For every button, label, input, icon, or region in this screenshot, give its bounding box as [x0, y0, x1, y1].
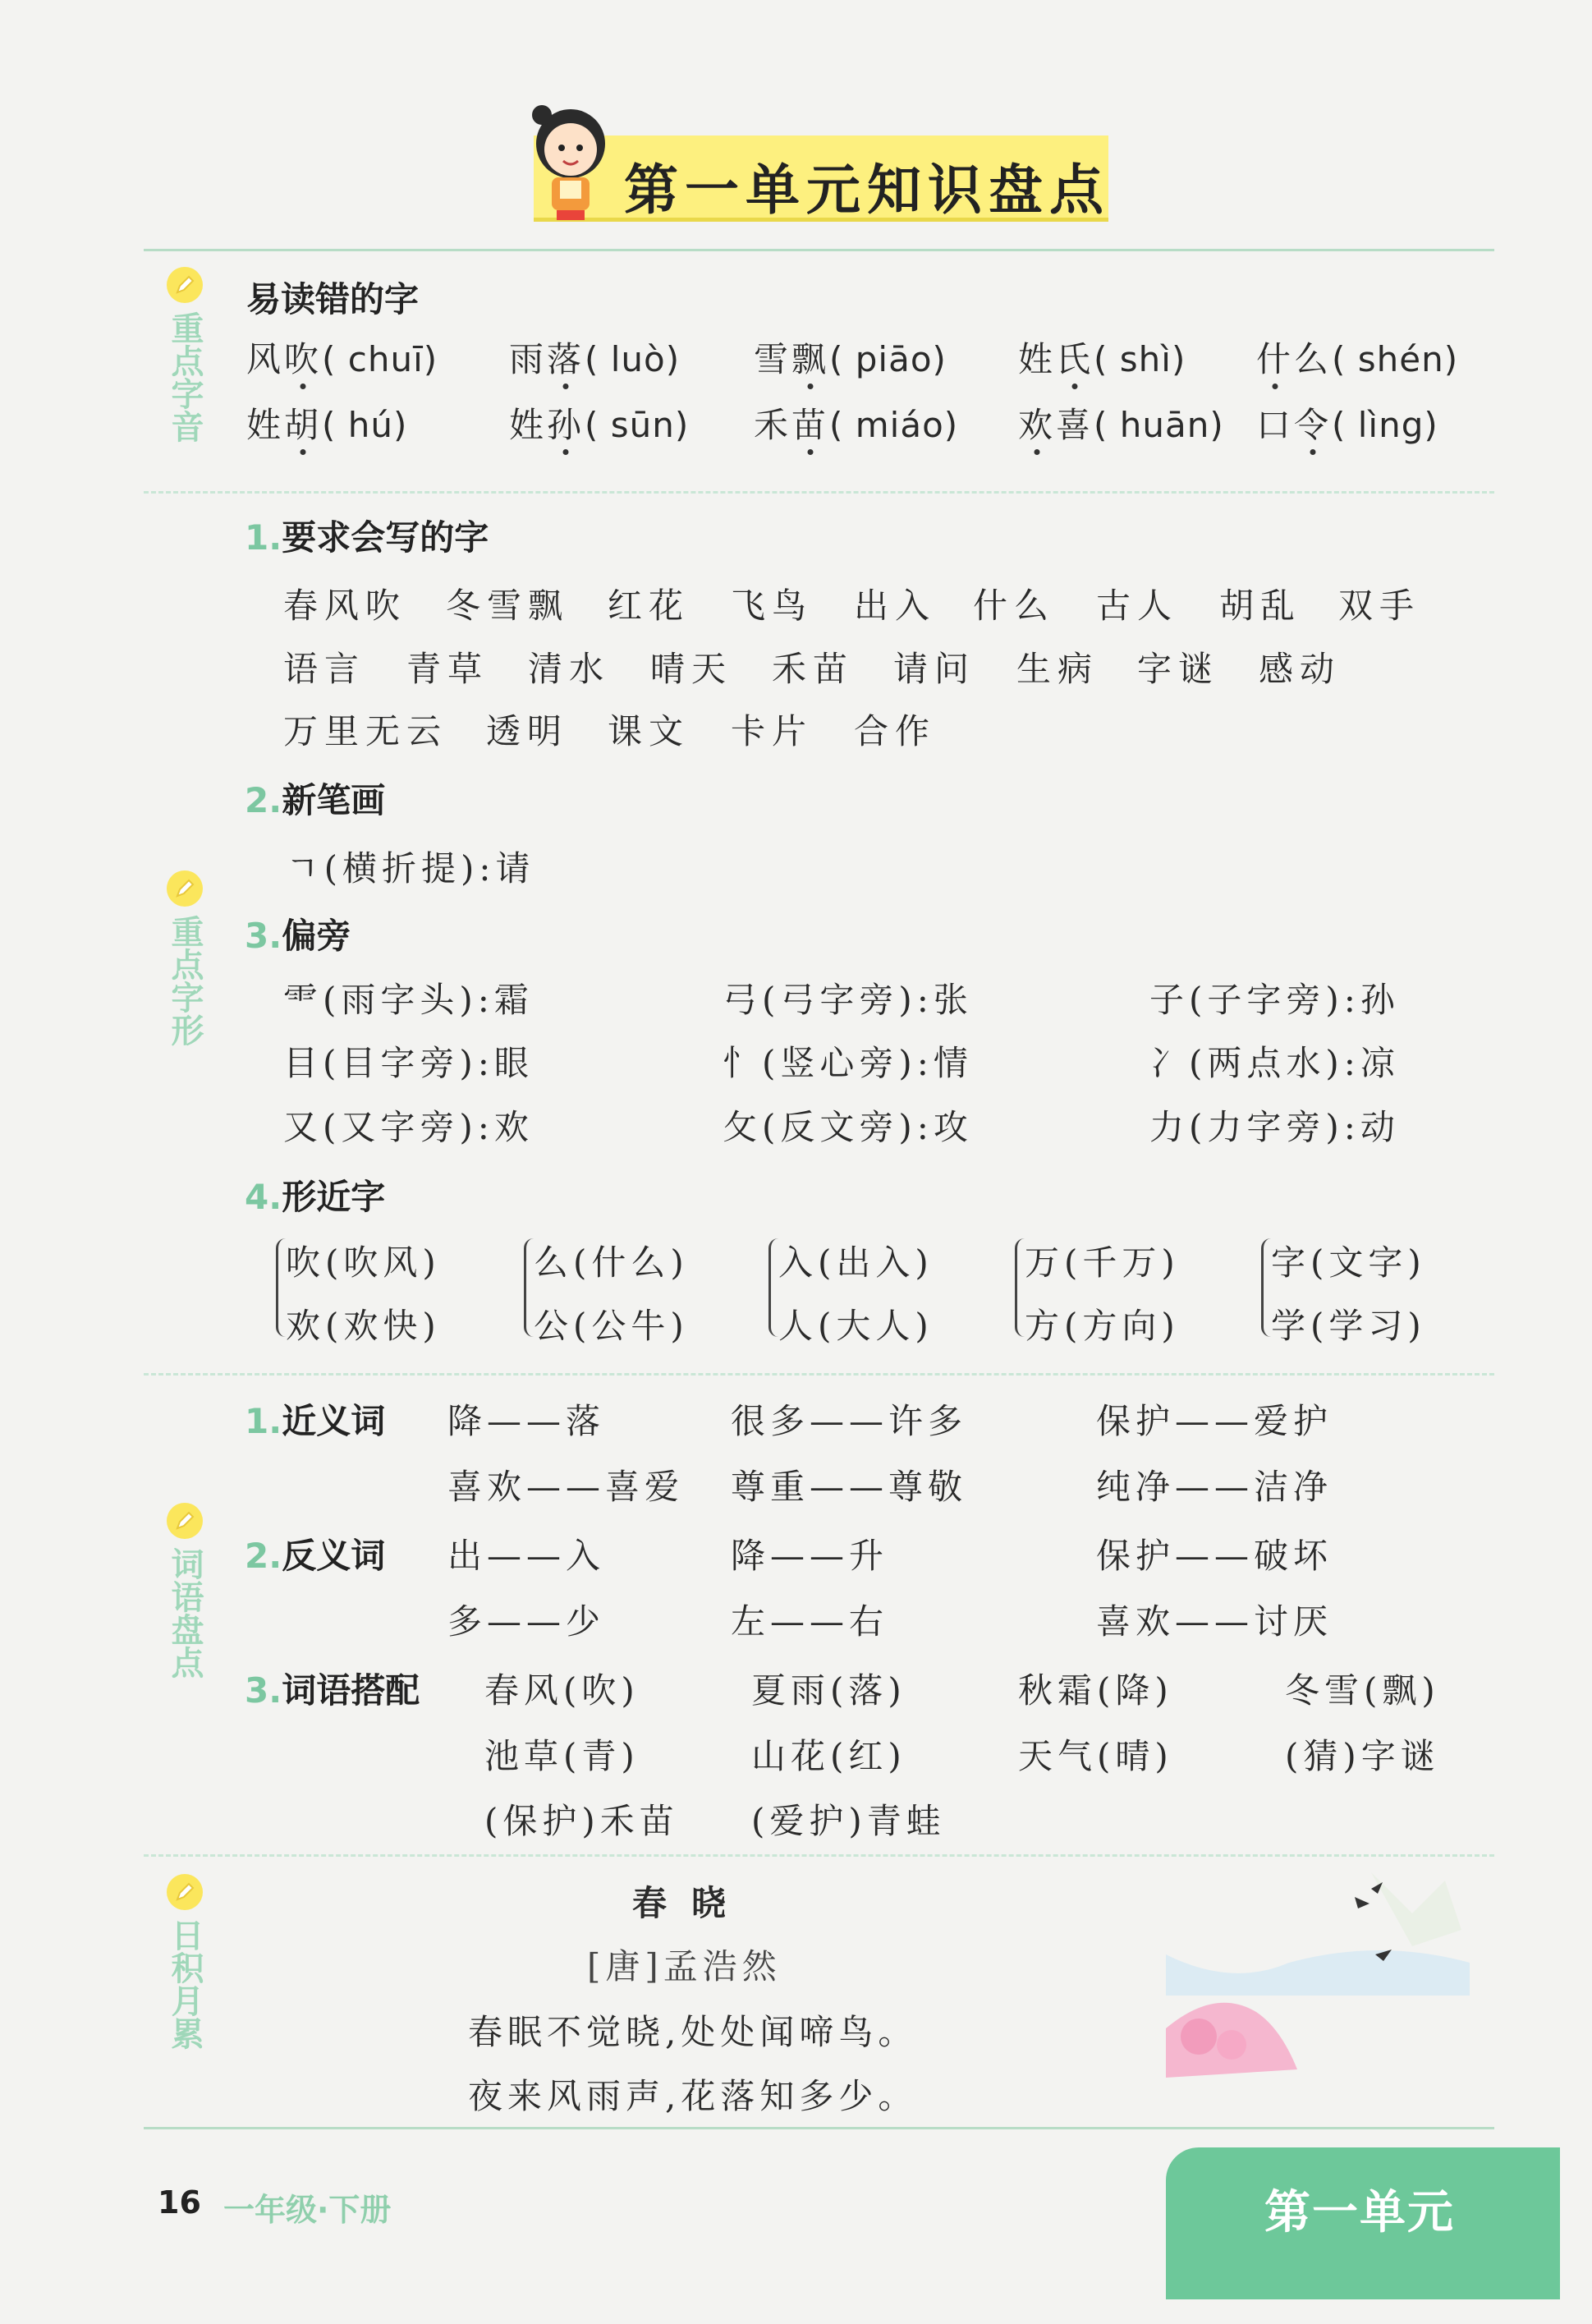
pencil-icon	[167, 1874, 203, 1910]
radical-item: 子(子字旁):孙	[1149, 980, 1400, 1020]
word-collocation: 池草(青)	[484, 1736, 640, 1776]
pencil-icon	[167, 267, 203, 303]
word-collocation: 冬雪(飘)	[1285, 1670, 1440, 1711]
writing-heading-4: 4.形近字	[245, 1177, 386, 1217]
character-word: 姓氏	[1018, 339, 1094, 379]
word-pair: 尊重——尊敬	[731, 1467, 968, 1507]
divider	[144, 249, 1494, 251]
radical-item: 弓(弓字旁):张	[723, 980, 973, 1020]
character-word: 禾苗	[754, 405, 830, 445]
word-pair: 保护——爱护	[1096, 1401, 1333, 1441]
collocation-heading: 3.词语搭配	[245, 1670, 420, 1711]
pencil-icon	[167, 1503, 203, 1539]
word-pair: 降——落	[447, 1401, 606, 1441]
section-label-writing: 重点字形	[156, 870, 213, 1046]
character-word: 什么	[1256, 339, 1333, 379]
spring-scene-illustration	[1166, 1864, 1470, 2078]
word-pair: 多——少	[447, 1601, 606, 1642]
write-word: 什么	[973, 586, 1056, 626]
poem-title: 春晓	[632, 1883, 751, 1923]
pronunciation-item	[246, 333, 438, 382]
write-word: 红花	[608, 586, 690, 626]
character-word: 雪飘	[754, 339, 830, 379]
word-pair: 纯净——洁净	[1096, 1467, 1333, 1507]
word-collocation: 秋霜(降)	[1018, 1670, 1173, 1711]
write-word: 请问	[893, 649, 976, 689]
pinyin: ( lìng)	[1332, 405, 1438, 445]
poem-author: [唐]孟浩然	[587, 1946, 782, 1986]
unit-tab-label: 第一单元	[1264, 2186, 1455, 2239]
word-collocation: (保护)禾苗	[484, 1801, 679, 1841]
similar-char: 方(方向)	[1025, 1306, 1180, 1346]
word-collocation: (爱护)青蛙	[751, 1801, 946, 1841]
similar-char: 公(公牛)	[534, 1306, 689, 1346]
write-word: 晴天	[650, 649, 733, 689]
write-word: 出入	[854, 586, 937, 626]
write-word: 字谜	[1137, 649, 1220, 689]
write-word: 春风吹	[283, 586, 407, 626]
pronunciation-item	[1018, 398, 1224, 448]
write-word: 语言	[283, 649, 366, 689]
word-collocation: (猜)字谜	[1285, 1736, 1440, 1776]
character-word: 雨落	[509, 339, 585, 379]
divider	[144, 491, 1494, 494]
pinyin: ( luò)	[585, 339, 681, 379]
section-label-pronunciation: 重点字音	[156, 267, 213, 443]
section-label-vocabulary: 词语盘点	[156, 1503, 213, 1679]
similar-char: 么(什么)	[534, 1242, 689, 1283]
character-word: 口令	[1256, 405, 1333, 445]
new-stroke: ㄱ(横折提):请	[286, 848, 535, 889]
pinyin: ( miáo)	[829, 405, 959, 445]
similar-char: 吹(吹风)	[286, 1242, 441, 1283]
word-collocation: 天气(晴)	[1018, 1736, 1173, 1776]
pronunciation-item	[1256, 333, 1458, 382]
pinyin: ( shén)	[1332, 339, 1459, 379]
word-pair: 喜欢——喜爱	[447, 1467, 685, 1507]
similar-char: 人(大人)	[778, 1306, 934, 1346]
write-word: 双手	[1338, 586, 1421, 626]
word-pair: 降——升	[731, 1536, 889, 1576]
radical-item: 又(又字旁):欢	[283, 1107, 534, 1147]
antonyms-heading: 2.反义词	[245, 1536, 386, 1576]
pronunciation-item	[509, 333, 680, 382]
poem-line: 夜来风雨声,花落知多少。	[468, 2076, 918, 2116]
write-word: 冬雪飘	[446, 586, 570, 626]
writing-heading-1: 1.要求会写的字	[245, 517, 489, 558]
write-word: 课文	[608, 711, 690, 751]
character-word: 风吹	[246, 339, 323, 379]
pinyin: ( chuī)	[322, 339, 438, 379]
radical-item: 力(力字旁):动	[1149, 1107, 1400, 1147]
synonyms-heading: 1.近义词	[245, 1401, 386, 1441]
pronunciation-item	[1018, 333, 1186, 382]
word-collocation: 春风(吹)	[484, 1670, 640, 1711]
grade-label: 一年级·下册	[223, 2192, 392, 2228]
writing-heading-2: 2.新笔画	[245, 780, 386, 820]
similar-char: 欢(欢快)	[286, 1306, 441, 1346]
word-pair: 保护——破坏	[1096, 1536, 1333, 1576]
word-pair: 喜欢——讨厌	[1096, 1601, 1333, 1642]
pinyin: ( sūn)	[585, 405, 690, 445]
radical-item: 攵(反文旁):攻	[723, 1107, 973, 1147]
pinyin: ( huān)	[1094, 405, 1224, 445]
write-word: 胡乱	[1219, 586, 1302, 626]
write-word: 飞鸟	[731, 586, 814, 626]
write-word: 青草	[406, 649, 489, 689]
write-word: 万里无云	[283, 711, 448, 751]
write-word: 禾苗	[772, 649, 855, 689]
character-word: 姓孙	[509, 405, 585, 445]
write-word: 清水	[528, 649, 611, 689]
character-word: 欢喜	[1018, 405, 1094, 445]
divider	[144, 2127, 1494, 2129]
similar-char: 学(学习)	[1271, 1306, 1426, 1346]
word-pair: 左——右	[731, 1601, 889, 1642]
pencil-icon	[167, 870, 203, 907]
pinyin: ( piāo)	[829, 339, 947, 379]
page-number: 16	[158, 2184, 201, 2221]
word-collocation: 山花(红)	[751, 1736, 906, 1776]
word-collocation: 夏雨(落)	[751, 1670, 906, 1711]
write-word: 卡片	[731, 711, 814, 751]
similar-char: 入(出入)	[778, 1242, 934, 1283]
character-word: 姓胡	[246, 405, 323, 445]
word-pair: 很多——许多	[731, 1401, 968, 1441]
divider	[144, 1854, 1494, 1857]
pronunciation-item	[754, 333, 947, 382]
similar-char: 万(千万)	[1025, 1242, 1180, 1283]
pronunciation-item	[1256, 398, 1438, 448]
poem-line: 春眠不觉晓,处处闻啼鸟。	[468, 2012, 918, 2052]
writing-heading-3: 3.偏旁	[245, 916, 351, 956]
radical-item: 目(目字旁):眼	[283, 1043, 534, 1083]
pronunciation-item	[754, 398, 958, 448]
write-word: 古人	[1096, 586, 1179, 626]
similar-char: 字(文字)	[1271, 1242, 1426, 1283]
pronunciation-heading: 易读错的字	[246, 279, 420, 319]
section-label-daily: 日积月累	[156, 1874, 213, 2050]
radical-item: 冫(两点水):凉	[1149, 1043, 1400, 1083]
radical-item: ⻗(雨字头):霜	[283, 980, 534, 1020]
write-word: 合作	[854, 711, 937, 751]
radical-item: 忄(竖心旁):情	[723, 1043, 973, 1083]
pinyin: ( shì)	[1094, 339, 1186, 379]
write-word: 透明	[486, 711, 569, 751]
girl-mascot-icon	[525, 99, 616, 230]
pronunciation-item	[246, 398, 407, 448]
write-word: 感动	[1259, 649, 1342, 689]
word-pair: 出——入	[447, 1536, 606, 1576]
pronunciation-item	[509, 398, 689, 448]
pinyin: ( hú)	[322, 405, 408, 445]
page-title: 第一单元知识盘点	[624, 158, 1110, 222]
divider	[144, 1373, 1494, 1376]
write-word: 生病	[1016, 649, 1099, 689]
